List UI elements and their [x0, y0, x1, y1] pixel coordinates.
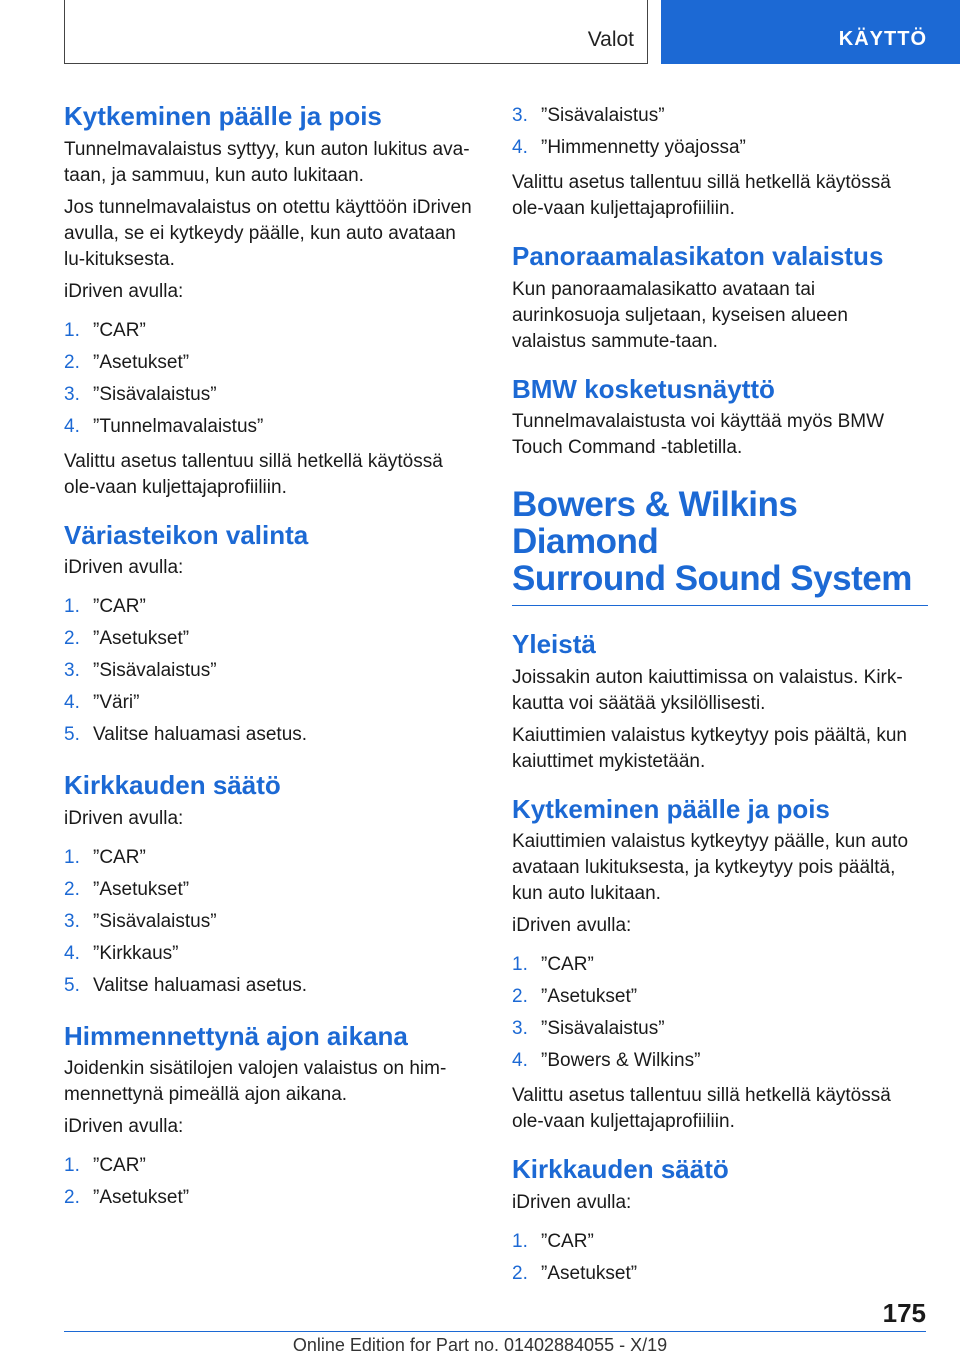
step-text: ”CAR” — [93, 596, 146, 617]
paragraph: Kun panoraamalasikatto avataan tai aurinkosuoja suljetaan, kyseisen alueen valaistus sammute-taan. — [512, 278, 848, 352]
header-chapter-tab: KÄYTTÖ — [661, 0, 960, 64]
page-number: 175 — [882, 1298, 926, 1328]
step-number: 3. — [64, 910, 80, 932]
steps-list — [512, 949, 926, 1077]
chapter-title-line: Bowers & Wilkins Diamond — [512, 485, 798, 561]
section-title: Kytkeminen päälle ja pois — [512, 793, 830, 824]
step-number: 3. — [64, 660, 80, 681]
step-number: 4. — [64, 942, 80, 964]
step-number: 3. — [64, 383, 80, 405]
step-number: 5. — [64, 724, 80, 745]
step-text: ”Asetukset” — [93, 351, 190, 373]
header-section-title: Valot — [587, 28, 634, 51]
right-column — [512, 100, 926, 1296]
list-item — [64, 591, 478, 623]
chapter-title-line: Surround Sound System — [512, 558, 912, 598]
step-text: ”Asetukset” — [541, 986, 638, 1008]
list-item — [512, 1226, 926, 1258]
list-item — [64, 938, 478, 970]
section-title: Kirkkauden säätö — [64, 770, 281, 800]
steps-list — [64, 1150, 478, 1214]
step-text: ”Himmennetty yöajossa” — [541, 137, 746, 158]
step-text: ”Sisävalaistus” — [93, 910, 217, 932]
paragraph: Joidenkin sisätilojen valojen valaistus on him-mennettynä pimeällä ajon aikana. — [64, 1058, 447, 1105]
step-text: ”Sisävalaistus” — [93, 383, 217, 405]
list-item — [512, 1045, 926, 1077]
list-item — [64, 411, 478, 443]
list-item — [64, 906, 478, 938]
chapter-title — [512, 487, 928, 597]
step-number: 1. — [64, 846, 80, 868]
step-text: ”Sisävalaistus” — [541, 105, 665, 126]
step-text: Valitse haluamasi asetus. — [93, 974, 308, 996]
paragraph: iDriven avulla: — [512, 1191, 632, 1213]
step-text: ”Asetukset” — [93, 1187, 190, 1208]
section-title: Himmennettynä ajon aikana — [64, 1020, 408, 1051]
left-column — [64, 100, 478, 1220]
step-text: ”Sisävalaistus” — [93, 660, 217, 681]
step-text: ”Väri” — [93, 692, 140, 713]
section-title: Väriasteikon valinta — [64, 519, 309, 550]
step-text: ”CAR” — [93, 319, 146, 341]
section-continued — [512, 100, 926, 222]
step-number: 1. — [64, 319, 80, 341]
list-item — [64, 379, 478, 411]
section-himmennetty — [64, 1020, 478, 1215]
step-text: ”Asetukset” — [93, 878, 190, 900]
step-number: 3. — [512, 1018, 528, 1040]
step-text: ”Tunnelmavalaistus” — [93, 415, 264, 437]
paragraph: Jos tunnelmavalaistus on otettu käyttöön iDriven avulla, se ei kytkeydy päälle, kun auto avataan lu-kituksesta. — [64, 196, 472, 270]
step-text: ”Kirkkaus” — [93, 942, 179, 964]
paragraph: Tunnelmavalaistus syttyy, kun auton lukitus ava-taan, ja sammuu, kun auto lukitaan. — [64, 138, 470, 186]
paragraph: Tunnelmavalaistusta voi käyttää myös BMW Touch Command -tabletilla. — [512, 411, 885, 458]
step-text: ”CAR” — [541, 954, 594, 976]
section-title: Kytkeminen päälle ja pois — [64, 101, 382, 131]
section-panoraama — [512, 240, 926, 355]
step-number: 4. — [512, 1050, 528, 1072]
paragraph: iDriven avulla: — [64, 1116, 184, 1137]
section-title: Panoraamalasikaton valaistus — [512, 241, 884, 271]
step-number: 2. — [64, 351, 80, 373]
list-item — [64, 842, 478, 874]
step-text: ”CAR” — [541, 1230, 594, 1252]
step-number: 4. — [64, 692, 80, 713]
step-text: ”Asetukset” — [541, 1262, 638, 1284]
list-item — [512, 981, 926, 1013]
step-number: 1. — [64, 1155, 80, 1176]
step-number: 2. — [64, 628, 80, 649]
step-number: 1. — [512, 1230, 528, 1252]
steps-list — [512, 100, 926, 164]
list-item — [512, 100, 926, 132]
step-number: 1. — [512, 954, 528, 976]
step-text: ”Sisävalaistus” — [541, 1018, 665, 1040]
paragraph: iDriven avulla: — [64, 280, 184, 302]
list-item — [64, 655, 478, 687]
paragraph: iDriven avulla: — [64, 807, 184, 829]
paragraph: Kaiuttimien valaistus kytkeytyy pois päältä, kun kaiuttimet mykistetään. — [512, 724, 907, 772]
section-yleista — [512, 628, 926, 775]
paragraph: iDriven avulla: — [64, 557, 184, 578]
section-variasteikko — [64, 519, 478, 752]
section-kosketusnaytto — [512, 373, 926, 462]
list-item — [512, 1013, 926, 1045]
section-title: Kirkkauden säätö — [512, 1154, 729, 1185]
paragraph: Valittu asetus tallentuu sillä hetkellä käytössä ole-vaan kuljettajaprofiiliin. — [512, 1085, 891, 1133]
list-item — [64, 315, 478, 347]
list-item — [64, 623, 478, 655]
steps-list — [64, 315, 478, 443]
list-item — [512, 132, 926, 164]
step-text: ”Bowers & Wilkins” — [541, 1050, 701, 1072]
step-text: ”Asetukset” — [93, 628, 190, 649]
step-number: 3. — [512, 105, 528, 126]
step-text: ”CAR” — [93, 1155, 146, 1176]
step-number: 2. — [64, 878, 80, 900]
list-item — [512, 949, 926, 981]
section-kirkkaus — [64, 769, 478, 1002]
step-number: 4. — [512, 137, 528, 158]
paragraph: Valittu asetus tallentuu sillä hetkellä käytössä ole-vaan kuljettajaprofiiliin. — [64, 450, 443, 498]
step-number: 2. — [512, 1262, 528, 1284]
step-number: 2. — [64, 1187, 80, 1208]
paragraph: Joissakin auton kaiuttimissa on valaistus. Kirk-kautta voi säätää yksilöllisesti. — [512, 666, 903, 714]
steps-list — [64, 842, 478, 1002]
list-item — [64, 1182, 478, 1214]
step-number: 1. — [64, 596, 80, 617]
steps-list — [64, 591, 478, 751]
footer-edition-text: Online Edition for Part no. 01402884055 - X/19 — [292, 1335, 668, 1355]
list-item — [64, 347, 478, 379]
step-number: 2. — [512, 986, 528, 1008]
steps-list — [512, 1226, 926, 1290]
chapter-heading-block — [512, 487, 928, 606]
section-kytkeminen — [64, 100, 478, 501]
section-title: Yleistä — [512, 629, 596, 660]
paragraph: Valittu asetus tallentuu sillä hetkellä käytössä ole-vaan kuljettajaprofiiliin. — [512, 172, 891, 219]
step-text: ”CAR” — [93, 846, 146, 868]
section-title: BMW kosketusnäyttö — [512, 373, 775, 404]
section-kytkeminen-kaiuttimet — [512, 793, 926, 1136]
list-item — [64, 719, 478, 751]
list-item — [64, 687, 478, 719]
step-text: Valitse haluamasi asetus. — [93, 724, 308, 745]
footer-divider — [64, 1331, 926, 1332]
step-number: 5. — [64, 974, 80, 996]
list-item — [64, 874, 478, 906]
paragraph: Kaiuttimien valaistus kytkeytyy päälle, kun auto avataan lukituksesta, ja kytkeytyy pois päältä, kun auto lukitaan. — [512, 831, 909, 905]
section-kirkkaus-kaiuttimet — [512, 1153, 926, 1290]
list-item — [64, 970, 478, 1002]
list-item — [512, 1258, 926, 1290]
list-item — [64, 1150, 478, 1182]
header-frame — [64, 0, 648, 64]
paragraph: iDriven avulla: — [512, 915, 632, 937]
step-number: 4. — [64, 415, 80, 437]
